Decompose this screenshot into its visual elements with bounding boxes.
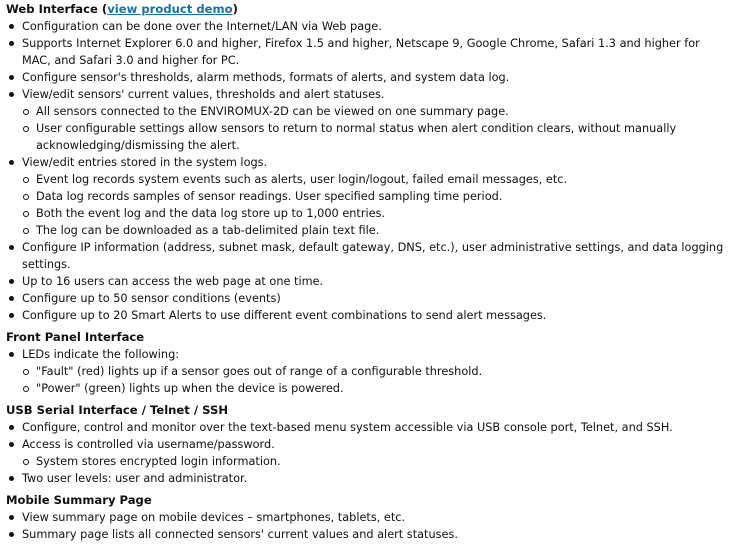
feature-list <box>6 346 726 397</box>
list-item <box>6 290 726 307</box>
feature-list <box>6 18 726 324</box>
list-item <box>6 509 726 526</box>
list-item <box>6 239 726 273</box>
list-item-text: Summary page lists all connected sensors' current values and alert statuses. <box>22 528 458 541</box>
view-product-demo-link[interactable]: view product demo <box>107 2 233 16</box>
sub-list-item: All sensors connected to the ENVIROMUX-2D can be viewed on one summary page. <box>22 103 726 120</box>
section <box>6 402 726 487</box>
sub-list-item: Both the event log and the data log store up to 1,000 entries. <box>22 205 726 222</box>
list-item-text: View/edit sensors' current values, thresholds and alert statuses. <box>22 88 385 101</box>
list-item <box>6 154 726 239</box>
section-heading <box>6 492 726 509</box>
list-item <box>6 526 726 543</box>
section-title: USB Serial Interface / Telnet / SSH <box>6 403 229 417</box>
section-title: Front Panel Interface <box>6 330 145 344</box>
list-item-text: Access is controlled via username/password. <box>22 438 275 451</box>
section-title: Web Interface <box>6 2 98 16</box>
list-item <box>6 307 726 324</box>
list-item-text: Up to 16 users can access the web page at one time. <box>22 275 324 288</box>
list-item-text: Two user levels: user and administrator. <box>22 472 248 485</box>
sub-list <box>22 103 726 154</box>
section <box>6 492 726 543</box>
list-item <box>6 69 726 86</box>
section-heading <box>6 402 726 419</box>
list-item <box>6 346 726 397</box>
list-item <box>6 35 726 69</box>
list-item-text: Configure up to 20 Smart Alerts to use different event combinations to send alert messages. <box>22 309 547 322</box>
section <box>6 329 726 397</box>
list-item <box>6 273 726 290</box>
sub-list-item: User configurable settings allow sensors to return to normal status when alert condition clears, without manually acknowledging/dismissing the alert. <box>22 120 726 154</box>
section-title: Mobile Summary Page <box>6 493 152 507</box>
sub-list-item: Data log records samples of sensor readings. User specified sampling time period. <box>22 188 726 205</box>
list-item <box>6 436 726 470</box>
sub-list <box>22 363 726 397</box>
section-heading <box>6 329 726 346</box>
list-item-text: LEDs indicate the following: <box>22 348 180 361</box>
section <box>6 1 726 324</box>
list-item-text: Configure sensor's thresholds, alarm methods, formats of alerts, and system data log. <box>22 71 510 84</box>
list-item <box>6 86 726 154</box>
list-item-text: View/edit entries stored in the system logs. <box>22 156 268 169</box>
sub-list-item: Event log records system events such as alerts, user login/logout, failed email messages, etc. <box>22 171 726 188</box>
sub-list-item: "Fault" (red) lights up if a sensor goes out of range of a configurable threshold. <box>22 363 726 380</box>
sub-list-item: The log can be downloaded as a tab-delimited plain text file. <box>22 222 726 239</box>
sub-list <box>22 453 726 470</box>
list-item-text: Configuration can be done over the Internet/LAN via Web page. <box>22 20 382 33</box>
list-item <box>6 18 726 35</box>
list-item-text: Configure up to 50 sensor conditions (events) <box>22 292 281 305</box>
section-heading: Web Interface (view product demo) <box>6 2 238 16</box>
list-item-text: Supports Internet Explorer 6.0 and higher, Firefox 1.5 and higher, Netscape 9, Google Chrome, Safari 1.3 and higher for MAC, and Safari 3.0 and higher for PC. <box>22 37 700 67</box>
list-item-text: Configure, control and monitor over the text-based menu system accessible via USB console port, Telnet, and SSH. <box>22 421 673 434</box>
feature-list <box>6 419 726 487</box>
list-item-text: Configure IP information (address, subnet mask, default gateway, DNS, etc.), user administrative settings, and data logging settings. <box>22 241 724 271</box>
sub-list-item: "Power" (green) lights up when the device is powered. <box>22 380 726 397</box>
list-item <box>6 419 726 436</box>
sub-list-item: System stores encrypted login information. <box>22 453 726 470</box>
feature-list <box>6 509 726 543</box>
list-item <box>6 470 726 487</box>
sub-list <box>22 171 726 239</box>
list-item-text: View summary page on mobile devices – smartphones, tablets, etc. <box>22 511 406 524</box>
